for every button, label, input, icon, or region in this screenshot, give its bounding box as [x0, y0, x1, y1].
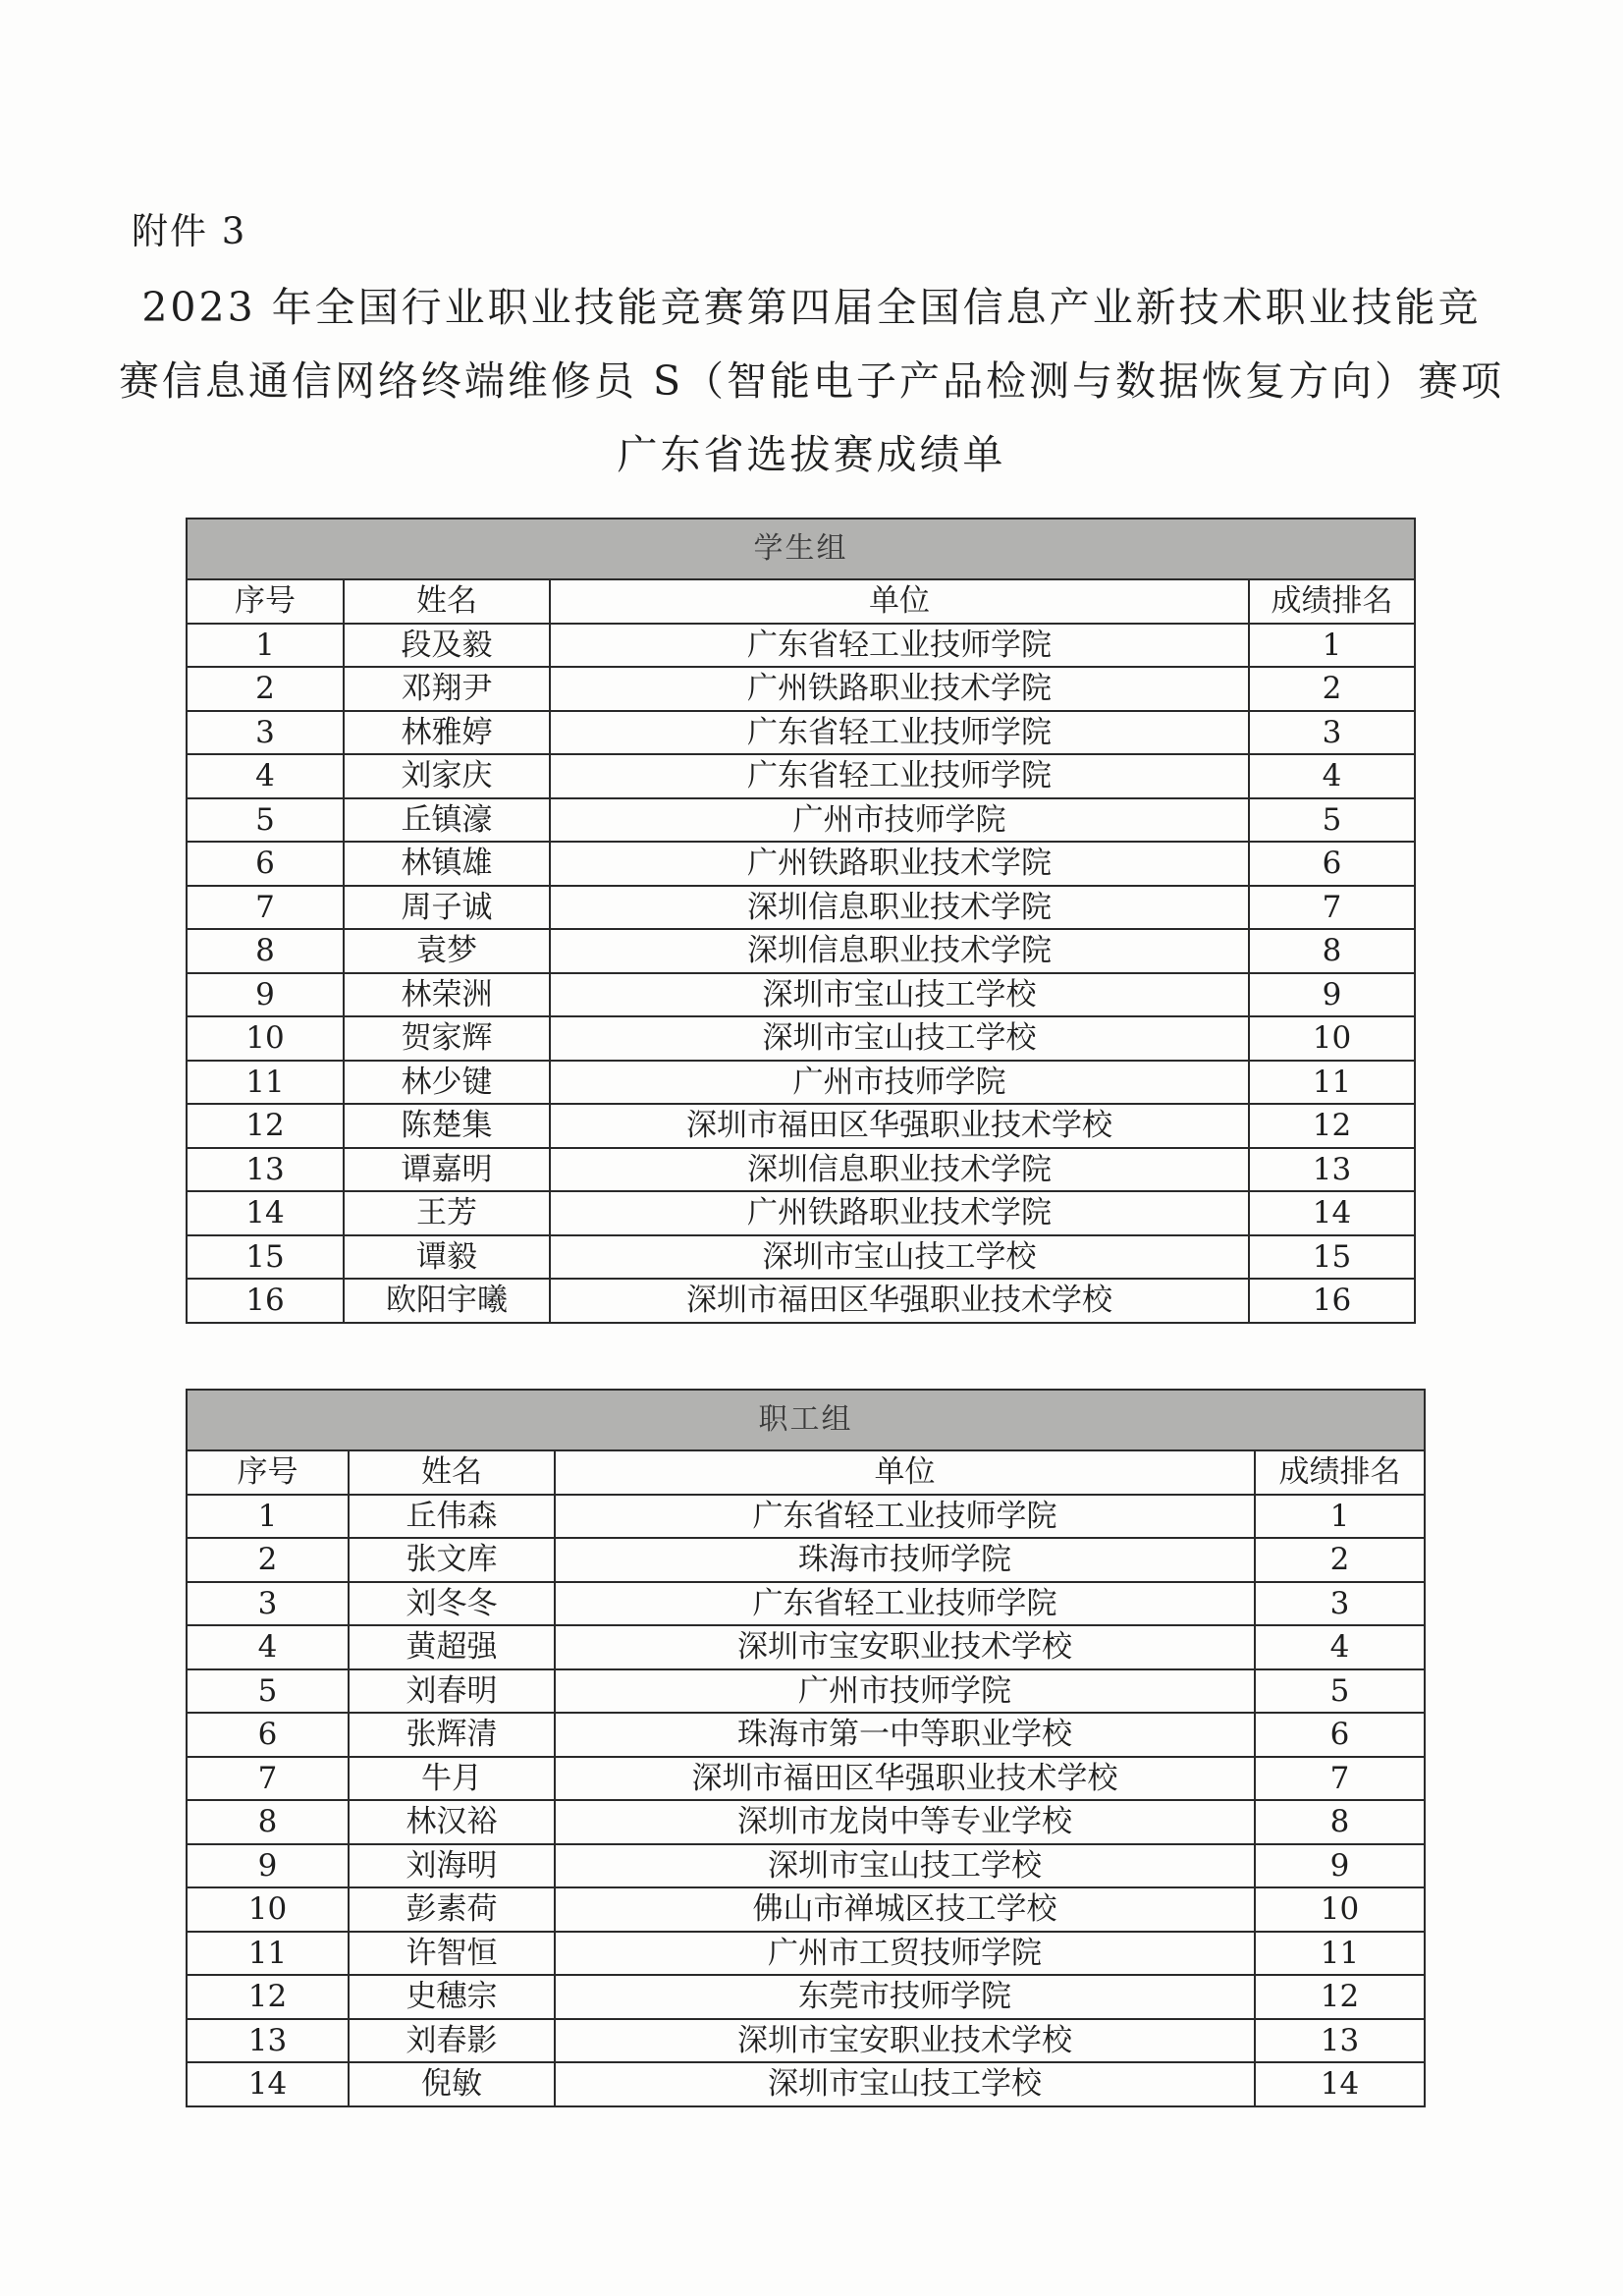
cell-seq: 9	[187, 973, 344, 1017]
cell-unit: 广州市技师学院	[555, 1669, 1255, 1714]
cell-seq: 11	[187, 1932, 349, 1976]
cell-name: 刘家庆	[344, 754, 550, 798]
cell-name: 黄超强	[349, 1625, 555, 1669]
cell-rank: 6	[1255, 1713, 1425, 1757]
table-row	[187, 1538, 1425, 1582]
cell-name: 许智恒	[349, 1932, 555, 1976]
cell-seq: 5	[187, 798, 344, 843]
header-seq: 序号	[187, 1450, 349, 1495]
table-row	[187, 1800, 1425, 1844]
staff-group-table	[186, 1389, 1426, 2107]
cell-rank: 4	[1255, 1625, 1425, 1669]
table-row	[187, 1582, 1425, 1626]
cell-rank: 7	[1249, 886, 1415, 930]
cell-rank: 14	[1255, 2062, 1425, 2106]
cell-unit: 深圳市宝山技工学校	[550, 1235, 1249, 1280]
cell-unit: 珠海市技师学院	[555, 1538, 1255, 1582]
cell-unit: 深圳市福田区华强职业技术学校	[550, 1104, 1249, 1148]
cell-seq: 8	[187, 1800, 349, 1844]
table-row	[187, 754, 1415, 798]
table-row	[187, 1625, 1425, 1669]
table-row	[187, 1191, 1415, 1235]
cell-rank: 9	[1249, 973, 1415, 1017]
table-row	[187, 1235, 1415, 1280]
cell-seq: 14	[187, 2062, 349, 2106]
cell-unit: 深圳市宝山技工学校	[555, 1844, 1255, 1888]
table-row	[187, 973, 1415, 1017]
cell-unit: 广州市技师学院	[550, 798, 1249, 843]
cell-unit: 东莞市技师学院	[555, 1975, 1255, 2019]
cell-seq: 5	[187, 1669, 349, 1714]
table-row	[187, 1104, 1415, 1148]
cell-seq: 15	[187, 1235, 344, 1280]
cell-rank: 7	[1255, 1757, 1425, 1801]
cell-unit: 广州铁路职业技术学院	[550, 842, 1249, 886]
cell-rank: 3	[1249, 711, 1415, 755]
cell-unit: 深圳市宝山技工学校	[555, 2062, 1255, 2106]
cell-rank: 12	[1249, 1104, 1415, 1148]
cell-seq: 10	[187, 1016, 344, 1061]
cell-rank: 13	[1255, 2019, 1425, 2063]
cell-unit: 广州铁路职业技术学院	[550, 667, 1249, 711]
cell-name: 张辉清	[349, 1713, 555, 1757]
cell-seq: 13	[187, 2019, 349, 2063]
cell-name: 彭素荷	[349, 1887, 555, 1932]
cell-name: 丘镇濠	[344, 798, 550, 843]
cell-name: 刘冬冬	[349, 1582, 555, 1626]
cell-unit: 广东省轻工业技师学院	[550, 624, 1249, 668]
cell-rank: 14	[1249, 1191, 1415, 1235]
table-row	[187, 667, 1415, 711]
cell-seq: 3	[187, 1582, 349, 1626]
student-rows	[187, 624, 1415, 1323]
cell-rank: 5	[1255, 1669, 1425, 1714]
header-unit: 单位	[550, 579, 1249, 624]
cell-name: 邓翔尹	[344, 667, 550, 711]
cell-seq: 6	[187, 842, 344, 886]
header-rank: 成绩排名	[1249, 579, 1415, 624]
cell-unit: 深圳信息职业技术学院	[550, 1148, 1249, 1192]
cell-seq: 16	[187, 1279, 344, 1323]
cell-name: 周子诚	[344, 886, 550, 930]
cell-seq: 1	[187, 624, 344, 668]
table-row	[187, 1016, 1415, 1061]
cell-unit: 广州市工贸技师学院	[555, 1932, 1255, 1976]
cell-unit: 深圳市龙岗中等专业学校	[555, 1800, 1255, 1844]
cell-rank: 2	[1255, 1538, 1425, 1582]
cell-name: 倪敏	[349, 2062, 555, 2106]
table-row	[187, 1148, 1415, 1192]
cell-seq: 9	[187, 1844, 349, 1888]
cell-unit: 佛山市禅城区技工学校	[555, 1887, 1255, 1932]
table-row	[187, 1669, 1425, 1714]
header-name: 姓名	[344, 579, 550, 624]
cell-unit: 广东省轻工业技师学院	[550, 754, 1249, 798]
cell-seq: 8	[187, 929, 344, 973]
cell-rank: 6	[1249, 842, 1415, 886]
cell-name: 王芳	[344, 1191, 550, 1235]
cell-name: 刘海明	[349, 1844, 555, 1888]
cell-rank: 13	[1249, 1148, 1415, 1192]
cell-rank: 10	[1249, 1016, 1415, 1061]
attachment-label: 附件 3	[132, 210, 247, 252]
cell-name: 谭嘉明	[344, 1148, 550, 1192]
cell-name: 欧阳宇曦	[344, 1279, 550, 1323]
cell-seq: 2	[187, 1538, 349, 1582]
cell-rank: 16	[1249, 1279, 1415, 1323]
cell-name: 陈楚集	[344, 1104, 550, 1148]
cell-name: 张文库	[349, 1538, 555, 1582]
group-title-row	[187, 519, 1415, 579]
cell-name: 林雅婷	[344, 711, 550, 755]
cell-rank: 1	[1255, 1495, 1425, 1539]
table-header-row	[187, 579, 1415, 624]
table-row	[187, 1887, 1425, 1932]
header-unit: 单位	[555, 1450, 1255, 1495]
cell-unit: 深圳市宝山技工学校	[550, 1016, 1249, 1061]
cell-rank: 9	[1255, 1844, 1425, 1888]
document-title-line-1: 2023 年全国行业职业技能竞赛第四届全国信息产业新技术职业技能竞	[141, 284, 1482, 331]
cell-seq: 7	[187, 886, 344, 930]
staff-rows	[187, 1495, 1425, 2106]
table-row	[187, 1932, 1425, 1976]
cell-rank: 11	[1255, 1932, 1425, 1976]
cell-seq: 7	[187, 1757, 349, 1801]
table-row	[187, 1975, 1425, 2019]
cell-name: 刘春影	[349, 2019, 555, 2063]
table-row	[187, 1757, 1425, 1801]
cell-rank: 5	[1249, 798, 1415, 843]
cell-seq: 13	[187, 1148, 344, 1192]
table-row	[187, 1495, 1425, 1539]
cell-seq: 10	[187, 1887, 349, 1932]
group-title: 职工组	[187, 1390, 1425, 1450]
table-row	[187, 2019, 1425, 2063]
cell-seq: 4	[187, 754, 344, 798]
cell-rank: 15	[1249, 1235, 1415, 1280]
cell-unit: 深圳信息职业技术学院	[550, 929, 1249, 973]
cell-unit: 广东省轻工业技师学院	[555, 1495, 1255, 1539]
cell-name: 袁梦	[344, 929, 550, 973]
cell-unit: 广东省轻工业技师学院	[555, 1582, 1255, 1626]
cell-name: 段及毅	[344, 624, 550, 668]
cell-rank: 10	[1255, 1887, 1425, 1932]
cell-rank: 3	[1255, 1582, 1425, 1626]
cell-name: 丘伟森	[349, 1495, 555, 1539]
cell-name: 林镇雄	[344, 842, 550, 886]
cell-unit: 深圳市宝安职业技术学校	[555, 2019, 1255, 2063]
cell-rank: 2	[1249, 667, 1415, 711]
table-row	[187, 929, 1415, 973]
table-row	[187, 1279, 1415, 1323]
cell-rank: 8	[1249, 929, 1415, 973]
header-name: 姓名	[349, 1450, 555, 1495]
header-seq: 序号	[187, 579, 344, 624]
cell-rank: 8	[1255, 1800, 1425, 1844]
cell-unit: 深圳市福田区华强职业技术学校	[550, 1279, 1249, 1323]
table-header-row	[187, 1450, 1425, 1495]
cell-seq: 12	[187, 1975, 349, 2019]
cell-name: 史穗宗	[349, 1975, 555, 2019]
cell-rank: 4	[1249, 754, 1415, 798]
document-title-line-3: 广东省选拔赛成绩单	[617, 431, 1006, 478]
cell-seq: 14	[187, 1191, 344, 1235]
cell-name: 贺家辉	[344, 1016, 550, 1061]
cell-name: 林汉裕	[349, 1800, 555, 1844]
table-row	[187, 886, 1415, 930]
cell-name: 牛月	[349, 1757, 555, 1801]
table-row	[187, 2062, 1425, 2106]
cell-rank: 11	[1249, 1061, 1415, 1105]
table-row	[187, 842, 1415, 886]
student-group-table	[186, 518, 1416, 1324]
cell-name: 林少键	[344, 1061, 550, 1105]
cell-seq: 11	[187, 1061, 344, 1105]
cell-unit: 广州铁路职业技术学院	[550, 1191, 1249, 1235]
cell-seq: 1	[187, 1495, 349, 1539]
group-title: 学生组	[187, 519, 1415, 579]
table-row	[187, 1713, 1425, 1757]
table-row	[187, 624, 1415, 668]
cell-unit: 广东省轻工业技师学院	[550, 711, 1249, 755]
document-title-line-2: 赛信息通信网络终端维修员 S（智能电子产品检测与数据恢复方向）赛项	[118, 357, 1505, 405]
cell-rank: 1	[1249, 624, 1415, 668]
cell-seq: 6	[187, 1713, 349, 1757]
cell-seq: 3	[187, 711, 344, 755]
cell-unit: 深圳市宝山技工学校	[550, 973, 1249, 1017]
cell-unit: 珠海市第一中等职业学校	[555, 1713, 1255, 1757]
cell-rank: 12	[1255, 1975, 1425, 2019]
header-rank: 成绩排名	[1255, 1450, 1425, 1495]
cell-name: 刘春明	[349, 1669, 555, 1714]
cell-seq: 2	[187, 667, 344, 711]
table-row	[187, 711, 1415, 755]
group-title-row	[187, 1390, 1425, 1450]
cell-name: 林荣洲	[344, 973, 550, 1017]
cell-unit: 深圳市宝安职业技术学校	[555, 1625, 1255, 1669]
cell-seq: 4	[187, 1625, 349, 1669]
cell-unit: 广州市技师学院	[550, 1061, 1249, 1105]
cell-unit: 深圳信息职业技术学院	[550, 886, 1249, 930]
table-row	[187, 798, 1415, 843]
cell-seq: 12	[187, 1104, 344, 1148]
table-row	[187, 1844, 1425, 1888]
table-row	[187, 1061, 1415, 1105]
cell-unit: 深圳市福田区华强职业技术学校	[555, 1757, 1255, 1801]
cell-name: 谭毅	[344, 1235, 550, 1280]
